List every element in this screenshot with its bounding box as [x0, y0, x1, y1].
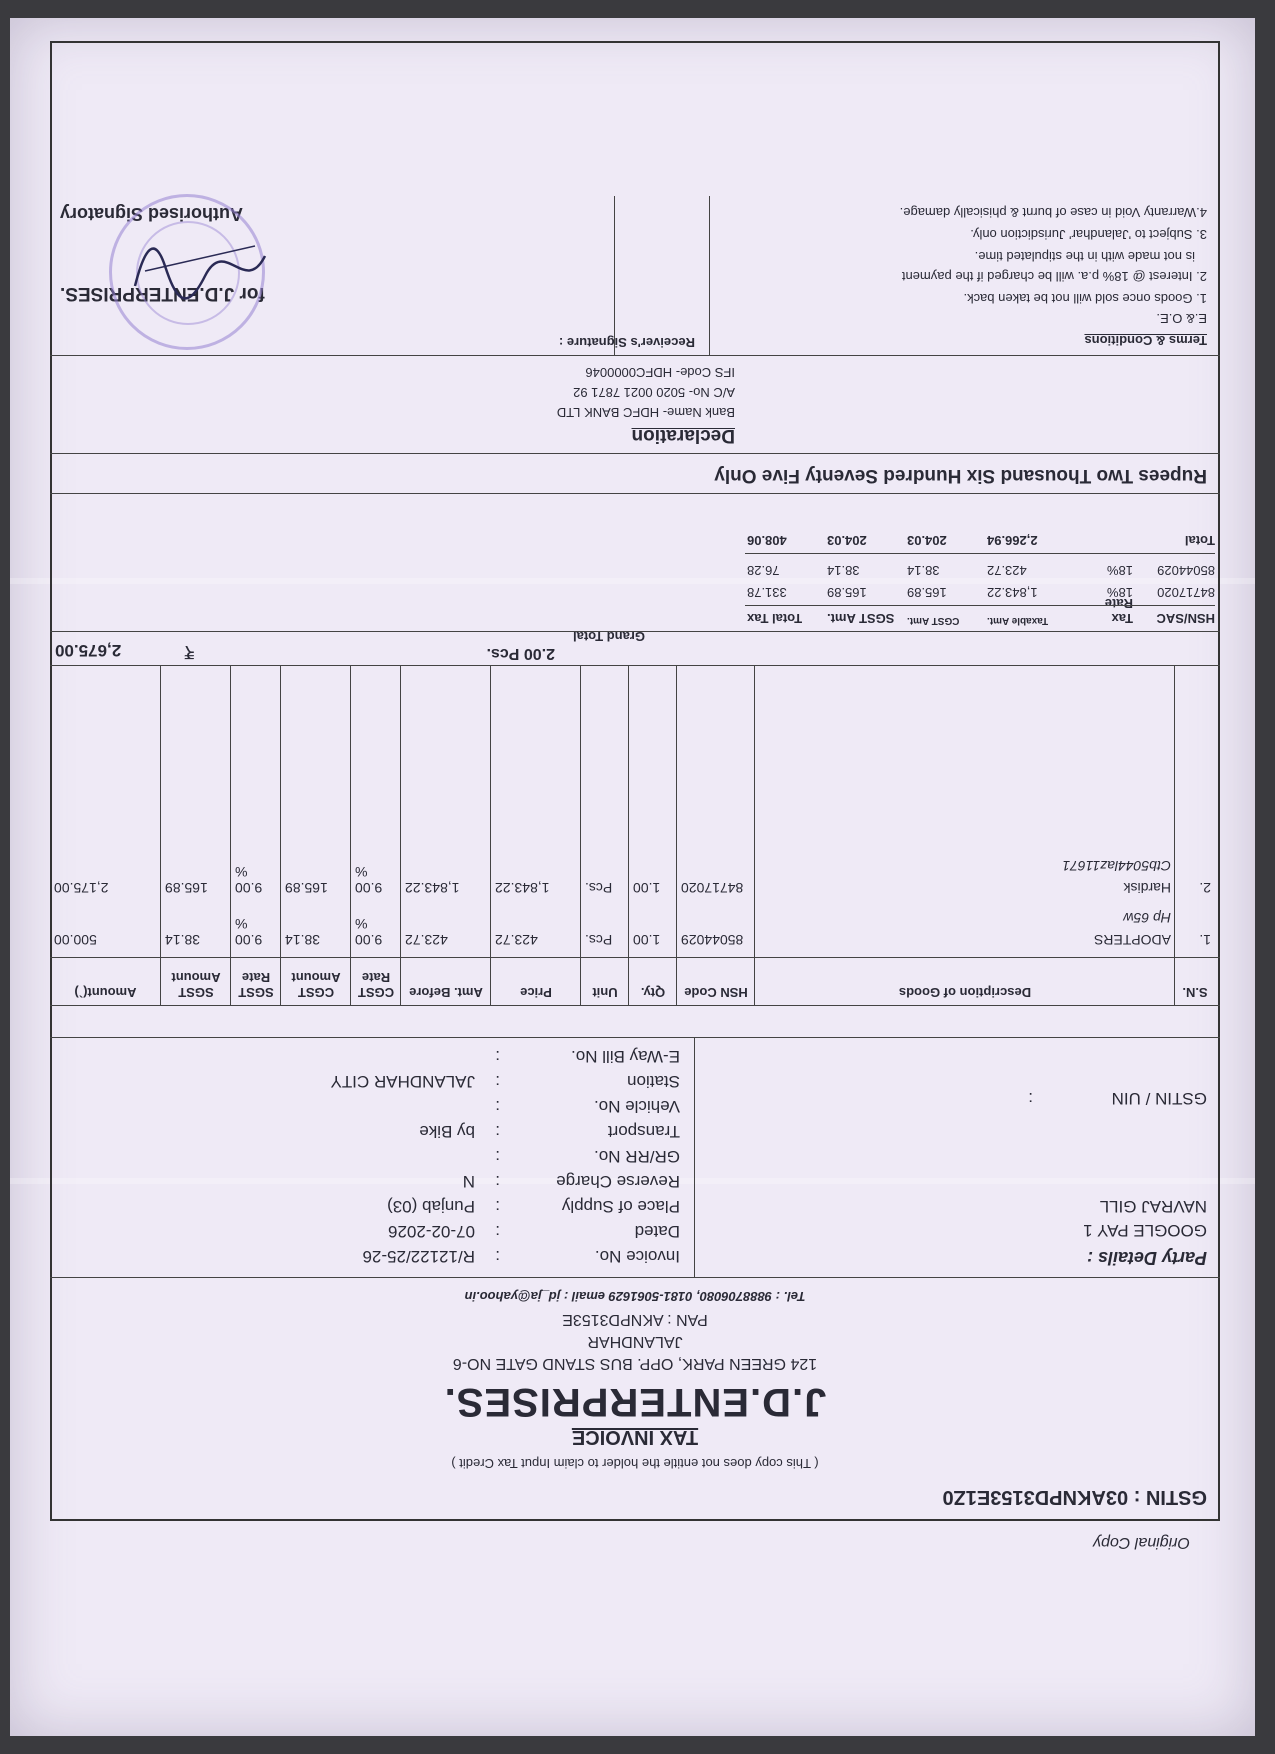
divider: [50, 957, 1220, 958]
cell-amt-before: 1,843.22: [405, 880, 460, 896]
divider: [50, 1277, 1220, 1278]
meta-colon: :: [495, 1147, 500, 1166]
cell-sgst-rate: 9.00 %: [235, 864, 263, 896]
cell-sn: 1.: [1199, 932, 1211, 948]
cell-sgst-amount: 38.14: [165, 932, 201, 948]
cell-price: 1,843.22: [495, 880, 550, 896]
table-column-divider: [1174, 666, 1175, 1006]
grand-total-qty: 2.00 Pcs.: [486, 645, 555, 662]
cell-desc: ADOPTERS: [1093, 932, 1171, 948]
cell-amt-before: 423.72: [405, 932, 448, 948]
tax-cell-sgst: 165.89: [827, 585, 867, 600]
meta-label: Reverse Charge: [556, 1172, 680, 1191]
tax-header-taxable: Taxable Amt.: [987, 615, 1049, 626]
cell-amount: 2,175.00: [54, 880, 109, 896]
tax-cell-sgst: 38.14: [827, 563, 860, 578]
cell-sn: 2.: [1199, 880, 1211, 896]
tax-cell-cgst: 165.89: [907, 585, 947, 600]
cell-qty: 1.00: [633, 932, 661, 948]
table-header-desc: Description of Goods: [898, 985, 1032, 1000]
tax-cell-rate: 18%: [1106, 585, 1133, 600]
tax-cell-total: 76.28: [747, 563, 780, 578]
table-header-sgst-rate: SGST Rate: [238, 970, 274, 1000]
tax-total-label: Total: [1184, 533, 1215, 548]
tax-cell-rate: 18%: [1106, 563, 1133, 578]
divider: [614, 196, 615, 356]
grand-total-label: Grand Total: [573, 629, 645, 644]
table-header-qty: Qty.: [640, 985, 666, 1000]
tax-total-cgst: 204.03: [907, 533, 947, 548]
terms-item-3: 3. Subject to 'Jalandhar' Jurisdiction only.: [970, 227, 1207, 242]
meta-label: Transport: [607, 1122, 680, 1141]
invoice-title: TAX INVOICE: [571, 1426, 699, 1448]
gstin-value: 03AKNPD3153E1Z0: [942, 1486, 1129, 1508]
table-column-divider: [676, 666, 677, 1006]
meta-label: Vehicle No.: [594, 1097, 680, 1116]
meta-value: N: [462, 1172, 475, 1191]
meta-colon: :: [495, 1222, 500, 1241]
table-column-divider: [580, 666, 581, 1006]
tax-total-taxable: 2,266.94: [987, 533, 1038, 548]
tax-header-total: Total Tax: [747, 611, 803, 626]
cell-cgst-amount: 38.14: [285, 932, 321, 948]
table-column-divider: [400, 666, 401, 1006]
meta-colon: :: [495, 1172, 500, 1191]
seller-address-line2: JALANDHAR: [587, 1333, 683, 1350]
table-header-price: Price: [520, 985, 552, 1000]
table-header-amount: Amount(`): [74, 985, 137, 1000]
meta-value: 07-02-2026: [388, 1222, 475, 1241]
meta-label: E-Way Bill No.: [571, 1047, 680, 1066]
terms-eoe: E.& O.E.: [1156, 311, 1207, 326]
signature: [125, 226, 275, 316]
meta-value: by Bike: [419, 1122, 475, 1141]
terms-item-2: 2. Interest @ 18% p.a. will be charged if the payment: [901, 269, 1207, 284]
seller-pan: PAN : AKNPD3153E: [562, 1311, 708, 1328]
seller-address-line1: 124 GREEN PARK, OPP. BUS STAND GATE NO-6: [452, 1355, 818, 1372]
gstin-label: [942, 1485, 1207, 1508]
table-column-divider: [280, 666, 281, 1006]
cell-hsn: 85044029: [681, 932, 744, 948]
table-header-amt-before: Amt. Before: [409, 985, 483, 1000]
divider: [745, 553, 1215, 554]
table-header-cgst-rate: CGST Rate: [357, 970, 395, 1000]
table-column-divider: [754, 666, 755, 1006]
meta-colon: :: [495, 1247, 500, 1266]
divider: [50, 493, 1220, 494]
cell-unit: Pcs.: [585, 932, 613, 948]
itc-disclaimer: ( This copy does not entitle the holder to claim Input Tax Credit ): [451, 1456, 819, 1471]
tax-cell-cgst: 38.14: [907, 563, 940, 578]
divider: [50, 453, 1220, 454]
cell-desc: Hardisk: [1123, 880, 1171, 896]
bank-name: Bank Name- HDFC BANK LTD: [556, 405, 735, 420]
grand-total-amount: 2,675.00: [55, 641, 122, 660]
party-label: Party Details :: [1086, 1248, 1207, 1268]
cell-cgst-rate: 9.00 %: [355, 864, 383, 896]
meta-label: Dated: [634, 1222, 680, 1241]
party-gstin-colon: :: [1028, 1089, 1033, 1108]
meta-label: Invoice No.: [594, 1247, 680, 1266]
table-header-cgst-amount: CGST Amount: [291, 970, 341, 1000]
tax-total-sgst: 204.03: [827, 533, 867, 548]
tax-total-total: 408.06: [747, 533, 787, 548]
cell-desc-detail: Hp 65w: [1123, 910, 1171, 926]
meta-label: Station: [627, 1072, 680, 1091]
amount-in-words: Rupees Two Thousand Six Hundred Seventy Five Only: [714, 465, 1207, 486]
cell-sgst-rate: 9.00 %: [235, 916, 263, 948]
divider: [745, 605, 1215, 606]
divider: [50, 665, 1220, 666]
divider: [50, 355, 1220, 356]
ifsc-code: IFS Code- HDFC0000046: [585, 365, 735, 380]
meta-colon: :: [495, 1122, 500, 1141]
divider: [50, 1005, 1220, 1006]
table-column-divider: [628, 666, 629, 1006]
meta-value: JALANDHAR CITY: [330, 1072, 475, 1091]
divider: [50, 1037, 1220, 1038]
cell-hsn: 84717020: [681, 880, 744, 896]
table-column-divider: [490, 666, 491, 1006]
terms-title: Terms & Conditions: [1084, 333, 1207, 348]
meta-colon: :: [495, 1047, 500, 1066]
table-header-sn: S.N.: [1182, 985, 1208, 1000]
meta-value: R/12122/25-26: [362, 1247, 475, 1266]
tax-cell-hsn: 84717020: [1157, 585, 1215, 600]
table-column-divider: [230, 666, 231, 1006]
cell-qty: 1.00: [633, 880, 661, 896]
party-gstin-label: GSTIN / UIN: [1111, 1089, 1207, 1108]
table-column-divider: [350, 666, 351, 1006]
party-name: NAVRAJ GILL: [1099, 1197, 1207, 1216]
meta-colon: :: [495, 1097, 500, 1116]
cell-price: 423.72: [495, 932, 538, 948]
divider: [694, 1038, 695, 1278]
meta-label: Place of Supply: [561, 1197, 680, 1216]
tax-cell-taxable: 1,843.22: [987, 585, 1038, 600]
terms-item-1: 1. Goods once sold will not be taken back.: [963, 291, 1207, 306]
cell-sgst-amount: 165.89: [165, 880, 208, 896]
tax-cell-total: 331.78: [747, 585, 787, 600]
receiver-signature: Receiver's Signature :: [558, 335, 695, 350]
copy-label: Original Copy: [1093, 1534, 1190, 1551]
meta-label: GR/RR No.: [594, 1147, 680, 1166]
table-header-hsn: HSN Code: [684, 985, 748, 1000]
tax-header-hsn: HSN/SAC: [1156, 611, 1215, 626]
tax-header-sgst: SGST Amt.: [827, 611, 895, 626]
cell-cgst-rate: 9.00 %: [355, 916, 383, 948]
invoice-document: [10, 18, 1255, 1736]
meta-colon: :: [495, 1072, 500, 1091]
terms-item-4: 4.Warranty Void in case of burnt & phisically damage.: [899, 205, 1207, 220]
declaration-title: Declaration: [631, 425, 735, 446]
tax-header-rate: Tax Rate: [1104, 596, 1133, 626]
tax-cell-taxable: 423.72: [987, 563, 1027, 578]
terms-item-2b: is not made with in the stipulated time.: [974, 249, 1195, 264]
divider: [709, 196, 710, 356]
cell-unit: Pcs.: [585, 880, 613, 896]
tax-cell-hsn: 85044029: [1157, 563, 1215, 578]
cell-amount: 500.00: [54, 932, 97, 948]
gstin-label-text: GSTIN :: [1133, 1486, 1207, 1508]
seller-contact: Tel. : 9888706080, 0181-5061629 email : jd_ja@yahoo.in: [464, 1289, 806, 1304]
account-number: A/C No- 5020 0021 7871 92: [573, 385, 735, 400]
meta-value: Punjab (03): [387, 1197, 475, 1216]
tax-header-cgst: CGST Amt.: [907, 615, 960, 626]
seller-name: J.D.ENTERPRISES.: [443, 1380, 827, 1424]
for-company: for J.D.ENTERPRISES.: [60, 283, 265, 304]
party-line1: GOOGLE PAY 1: [1083, 1221, 1207, 1240]
table-header-unit: Unit: [592, 985, 618, 1000]
cell-cgst-amount: 165.89: [285, 880, 328, 896]
table-header-sgst-amount: SGST Amount: [171, 970, 221, 1000]
invoice-paper: [10, 18, 1255, 1736]
meta-colon: :: [495, 1197, 500, 1216]
table-column-divider: [160, 666, 161, 1006]
cell-desc-detail: Ctb5044laz11671: [1062, 858, 1171, 874]
authorised-signatory: Authorised Signatory: [60, 204, 244, 224]
rupee-symbol: ₹: [183, 642, 195, 662]
